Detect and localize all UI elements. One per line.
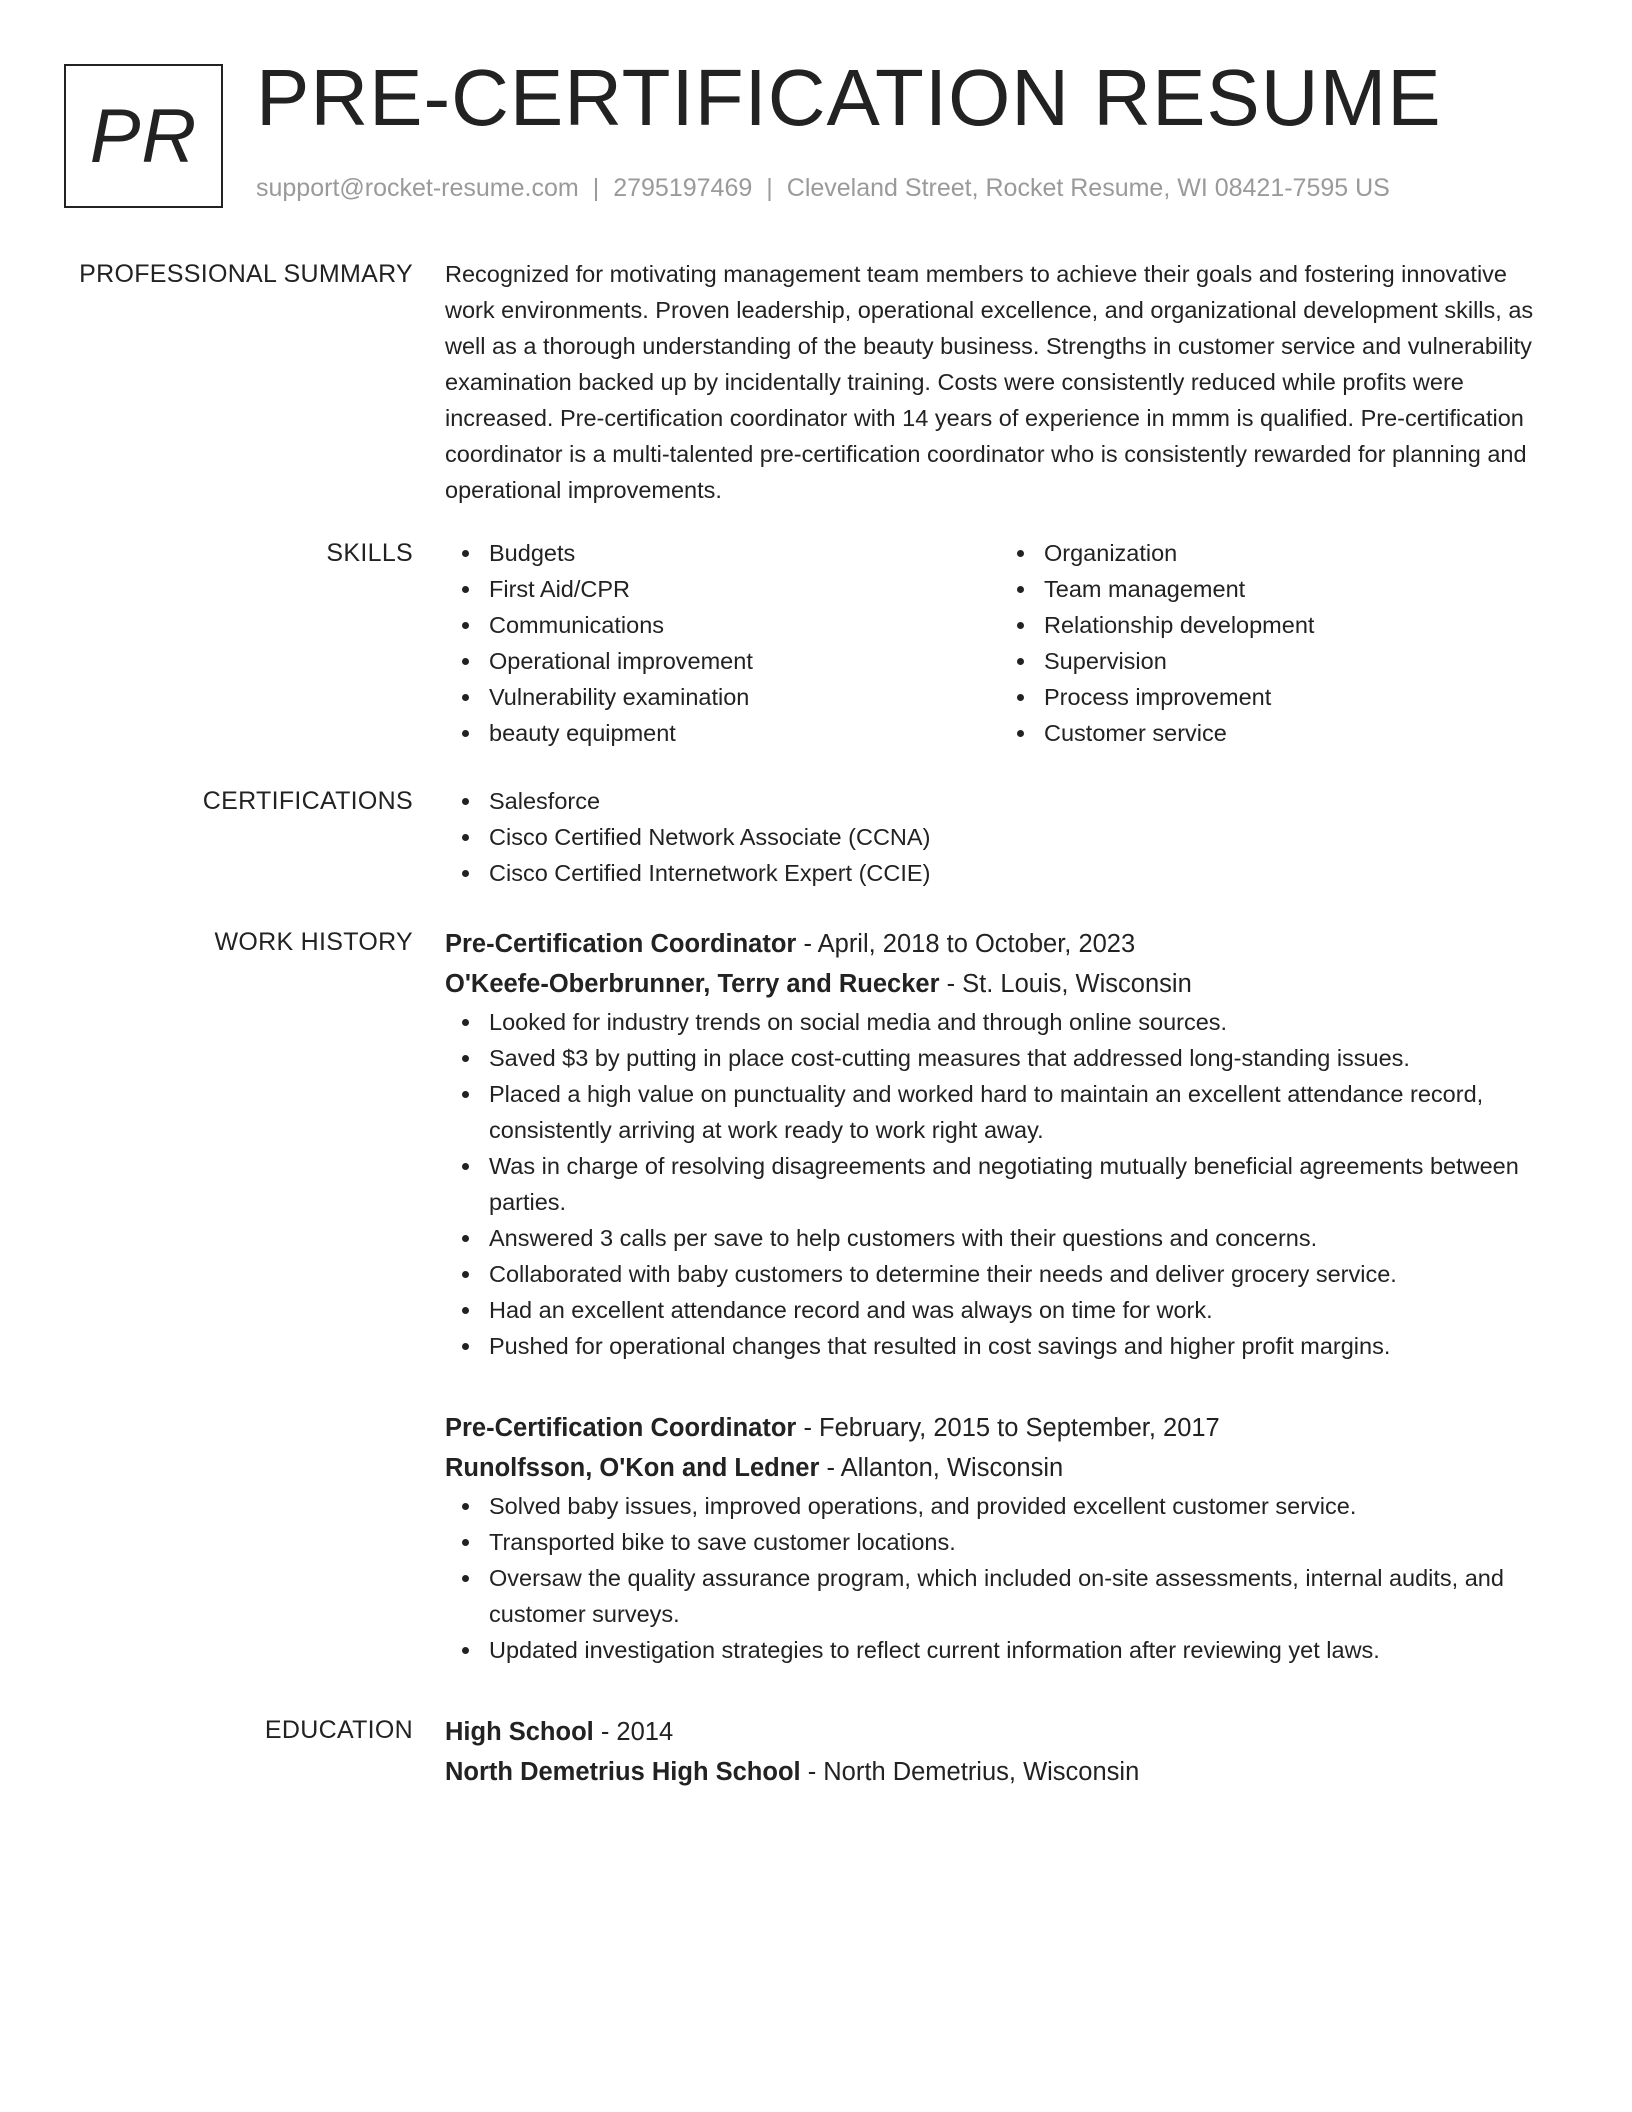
job-title-line bbox=[445, 1408, 1555, 1448]
job-title-line bbox=[445, 924, 1555, 964]
certification-item: Cisco Certified Network Associate (CCNA) bbox=[489, 819, 1555, 855]
certifications-list bbox=[445, 783, 1555, 891]
job-dates: - February, 2015 to September, 2017 bbox=[796, 1414, 1220, 1442]
duty-item: Saved $3 by putting in place cost-cutting measures that addressed long-standing issues. bbox=[489, 1040, 1555, 1076]
school-location: - North Demetrius, Wisconsin bbox=[800, 1758, 1140, 1786]
skill-item: Relationship development bbox=[1044, 607, 1555, 643]
job-location: - Allanton, Wisconsin bbox=[819, 1454, 1064, 1482]
resume-header bbox=[64, 53, 1568, 210]
degree: High School bbox=[445, 1718, 594, 1746]
certification-item: Cisco Certified Internetwork Expert (CCIE) bbox=[489, 855, 1555, 891]
section-label: EDUCATION bbox=[264, 1716, 413, 1744]
duty-item: Transported bike to save customer locations. bbox=[489, 1524, 1555, 1560]
skill-item: First Aid/CPR bbox=[489, 571, 1000, 607]
skill-item: Communications bbox=[489, 607, 1000, 643]
duty-item: Oversaw the quality assurance program, which included on-site assessments, internal audits, and customer surveys. bbox=[489, 1560, 1555, 1632]
skill-item: beauty equipment bbox=[489, 715, 1000, 751]
graduation-year: - 2014 bbox=[593, 1718, 674, 1746]
skill-item: Customer service bbox=[1044, 715, 1555, 751]
job-company: O'Keefe-Oberbrunner, Terry and Ruecker bbox=[445, 970, 940, 998]
skills-list-right bbox=[1000, 535, 1555, 751]
school-line bbox=[445, 1752, 1555, 1792]
skill-item: Process improvement bbox=[1044, 679, 1555, 715]
job-company: Runolfsson, O'Kon and Ledner bbox=[445, 1454, 820, 1482]
section-label: PROFESSIONAL SUMMARY bbox=[79, 260, 413, 288]
monogram: PR bbox=[64, 64, 223, 208]
job-entry bbox=[445, 1408, 1555, 1668]
skill-item: Operational improvement bbox=[489, 643, 1000, 679]
skill-item: Team management bbox=[1044, 571, 1555, 607]
job-dates: - April, 2018 to October, 2023 bbox=[796, 930, 1136, 958]
school-name: North Demetrius High School bbox=[445, 1758, 801, 1786]
duty-item: Pushed for operational changes that resulted in cost savings and higher profit margins. bbox=[489, 1328, 1555, 1364]
skill-item: Supervision bbox=[1044, 643, 1555, 679]
section-label: SKILLS bbox=[326, 539, 413, 567]
duty-item: Was in charge of resolving disagreements and negotiating mutually beneficial agreements between parties. bbox=[489, 1148, 1555, 1220]
job-company-line bbox=[445, 1448, 1555, 1488]
duty-item: Answered 3 calls per save to help customers with their questions and concerns. bbox=[489, 1220, 1555, 1256]
certification-item: Salesforce bbox=[489, 783, 1555, 819]
skill-item: Vulnerability examination bbox=[489, 679, 1000, 715]
address: Cleveland Street, Rocket Resume, WI 08421-7595 US bbox=[786, 174, 1390, 202]
section-label: WORK HISTORY bbox=[214, 928, 413, 956]
job-title: Pre-Certification Coordinator bbox=[445, 930, 797, 958]
duty-item: Updated investigation strategies to reflect current information after reviewing yet laws. bbox=[489, 1632, 1555, 1668]
phone: 2795197469 bbox=[613, 174, 753, 202]
job-duties bbox=[445, 1488, 1555, 1668]
contact-line bbox=[256, 174, 1390, 203]
separator: | bbox=[766, 174, 773, 202]
skill-item: Budgets bbox=[489, 535, 1000, 571]
duty-item: Collaborated with baby customers to determine their needs and deliver grocery service. bbox=[489, 1256, 1555, 1292]
job-company-line bbox=[445, 964, 1555, 1004]
job-title: Pre-Certification Coordinator bbox=[445, 1414, 797, 1442]
section-label: CERTIFICATIONS bbox=[202, 787, 413, 815]
summary-text: Recognized for motivating management team members to achieve their goals and fostering innovative work environments. Proven leadership, operational excellence, and organizational development skills, as well as a thorough understanding of the beauty business. Strengths in customer service and vulnerability examination backed up by incidentally training. Costs were consistently reduced while profits were increased. Pre-certification coordinator with 14 years of experience in mmm is qualified. Pre-certification coordinator is a multi-talented pre-certification coordinator who is consistently rewarded for planning and operational improvements. bbox=[445, 261, 1534, 503]
duty-item: Had an excellent attendance record and was always on time for work. bbox=[489, 1292, 1555, 1328]
duty-item: Looked for industry trends on social media and through online sources. bbox=[489, 1004, 1555, 1040]
duty-item: Placed a high value on punctuality and worked hard to maintain an excellent attendance record, consistently arriving at work ready to work right away. bbox=[489, 1076, 1555, 1148]
separator: | bbox=[592, 174, 600, 202]
duty-item: Solved baby issues, improved operations, and provided excellent customer service. bbox=[489, 1488, 1555, 1524]
skills-list-left bbox=[445, 535, 1000, 751]
job-location: - St. Louis, Wisconsin bbox=[939, 970, 1192, 998]
page-title: PRE-CERTIFICATION RESUME bbox=[256, 53, 1442, 142]
email: support@rocket-resume.com bbox=[256, 174, 579, 202]
degree-line bbox=[445, 1712, 1555, 1752]
job-entry bbox=[445, 924, 1555, 1364]
job-duties bbox=[445, 1004, 1555, 1364]
skill-item: Organization bbox=[1044, 535, 1555, 571]
